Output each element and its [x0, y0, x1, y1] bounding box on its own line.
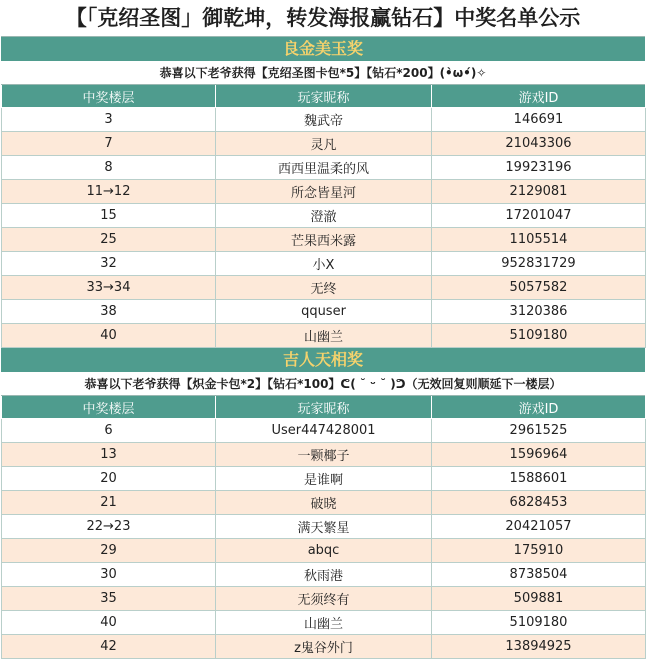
table-row	[2, 228, 646, 252]
table-row	[2, 132, 646, 156]
game-id-cell: 2961525	[432, 419, 646, 443]
nickname-cell: 灵凡	[216, 132, 432, 156]
nickname-cell: 所念皆星河	[216, 180, 432, 204]
column-header: 中奖楼层	[2, 396, 216, 419]
game-id-cell: 175910	[432, 539, 646, 563]
floor-cell: 29	[2, 539, 216, 563]
floor-cell: 6	[2, 419, 216, 443]
floor-cell: 13	[2, 443, 216, 467]
sections-container	[1, 37, 645, 659]
table-row	[2, 515, 646, 539]
table-header-row	[2, 396, 646, 419]
floor-cell: 32	[2, 252, 216, 276]
table-row	[2, 108, 646, 132]
floor-cell: 38	[2, 300, 216, 324]
floor-cell: 40	[2, 324, 216, 348]
game-id-cell: 20421057	[432, 515, 646, 539]
table-row	[2, 252, 646, 276]
game-id-cell: 6828453	[432, 491, 646, 515]
nickname-cell: 山幽兰	[216, 324, 432, 348]
section-subtitle: 恭喜以下老爷获得【克绍圣图卡包*5】【钻石*200】(•̀ω•́)✧	[1, 62, 645, 85]
nickname-cell: qquser	[216, 300, 432, 324]
floor-cell: 33→34	[2, 276, 216, 300]
table-row	[2, 300, 646, 324]
game-id-cell: 1596964	[432, 443, 646, 467]
game-id-cell: 17201047	[432, 204, 646, 228]
table-row	[2, 491, 646, 515]
floor-cell: 8	[2, 156, 216, 180]
winner-table	[1, 396, 646, 659]
table-row	[2, 467, 646, 491]
game-id-cell: 19923196	[432, 156, 646, 180]
table-row	[2, 443, 646, 467]
nickname-cell: z鬼谷外门	[216, 635, 432, 659]
floor-cell: 7	[2, 132, 216, 156]
floor-cell: 30	[2, 563, 216, 587]
table-row	[2, 611, 646, 635]
table-row	[2, 204, 646, 228]
table-row	[2, 276, 646, 300]
nickname-cell: 西西里温柔的风	[216, 156, 432, 180]
table-row	[2, 156, 646, 180]
game-id-cell: 952831729	[432, 252, 646, 276]
column-header: 中奖楼层	[2, 85, 216, 108]
game-id-cell: 146691	[432, 108, 646, 132]
nickname-cell: 芒果西米露	[216, 228, 432, 252]
table-row	[2, 324, 646, 348]
nickname-cell: 无终	[216, 276, 432, 300]
table-row	[2, 587, 646, 611]
section-title: 吉人天相奖	[1, 348, 645, 373]
game-id-cell: 2129081	[432, 180, 646, 204]
nickname-cell: 魏武帝	[216, 108, 432, 132]
nickname-cell: 破晓	[216, 491, 432, 515]
nickname-cell: 一颗椰子	[216, 443, 432, 467]
game-id-cell: 3120386	[432, 300, 646, 324]
section-title: 良金美玉奖	[1, 37, 645, 62]
nickname-cell: User447428001	[216, 419, 432, 443]
nickname-cell: 澄澈	[216, 204, 432, 228]
winner-table	[1, 85, 646, 348]
nickname-cell: 小X	[216, 252, 432, 276]
column-header: 玩家昵称	[216, 396, 432, 419]
column-header: 游戏ID	[432, 85, 646, 108]
floor-cell: 25	[2, 228, 216, 252]
game-id-cell: 5057582	[432, 276, 646, 300]
table-row	[2, 180, 646, 204]
floor-cell: 21	[2, 491, 216, 515]
table-row	[2, 419, 646, 443]
floor-cell: 22→23	[2, 515, 216, 539]
nickname-cell: 山幽兰	[216, 611, 432, 635]
prize-section	[1, 348, 645, 659]
floor-cell: 3	[2, 108, 216, 132]
nickname-cell: 无须终有	[216, 587, 432, 611]
game-id-cell: 8738504	[432, 563, 646, 587]
section-subtitle: 恭喜以下老爷获得【炽金卡包*2】【钻石*100】ᕦ( ˘ ᵕ ˘ )ᕤ（无效回复则顺延下一楼层）	[1, 373, 645, 396]
prize-section	[1, 37, 645, 348]
nickname-cell: abqc	[216, 539, 432, 563]
game-id-cell: 1105514	[432, 228, 646, 252]
page-title: 【「克绍圣图」御乾坤，转发海报赢钻石】中奖名单公示	[1, 0, 645, 37]
column-header: 玩家昵称	[216, 85, 432, 108]
floor-cell: 20	[2, 467, 216, 491]
table-row	[2, 563, 646, 587]
winner-list-sheet	[1, 0, 645, 659]
table-header-row	[2, 85, 646, 108]
floor-cell: 40	[2, 611, 216, 635]
floor-cell: 15	[2, 204, 216, 228]
table-row	[2, 539, 646, 563]
game-id-cell: 5109180	[432, 611, 646, 635]
column-header: 游戏ID	[432, 396, 646, 419]
game-id-cell: 21043306	[432, 132, 646, 156]
floor-cell: 42	[2, 635, 216, 659]
nickname-cell: 是谁啊	[216, 467, 432, 491]
floor-cell: 35	[2, 587, 216, 611]
game-id-cell: 13894925	[432, 635, 646, 659]
game-id-cell: 5109180	[432, 324, 646, 348]
floor-cell: 11→12	[2, 180, 216, 204]
nickname-cell: 满天繁星	[216, 515, 432, 539]
nickname-cell: 秋雨港	[216, 563, 432, 587]
game-id-cell: 509881	[432, 587, 646, 611]
game-id-cell: 1588601	[432, 467, 646, 491]
table-row	[2, 635, 646, 659]
